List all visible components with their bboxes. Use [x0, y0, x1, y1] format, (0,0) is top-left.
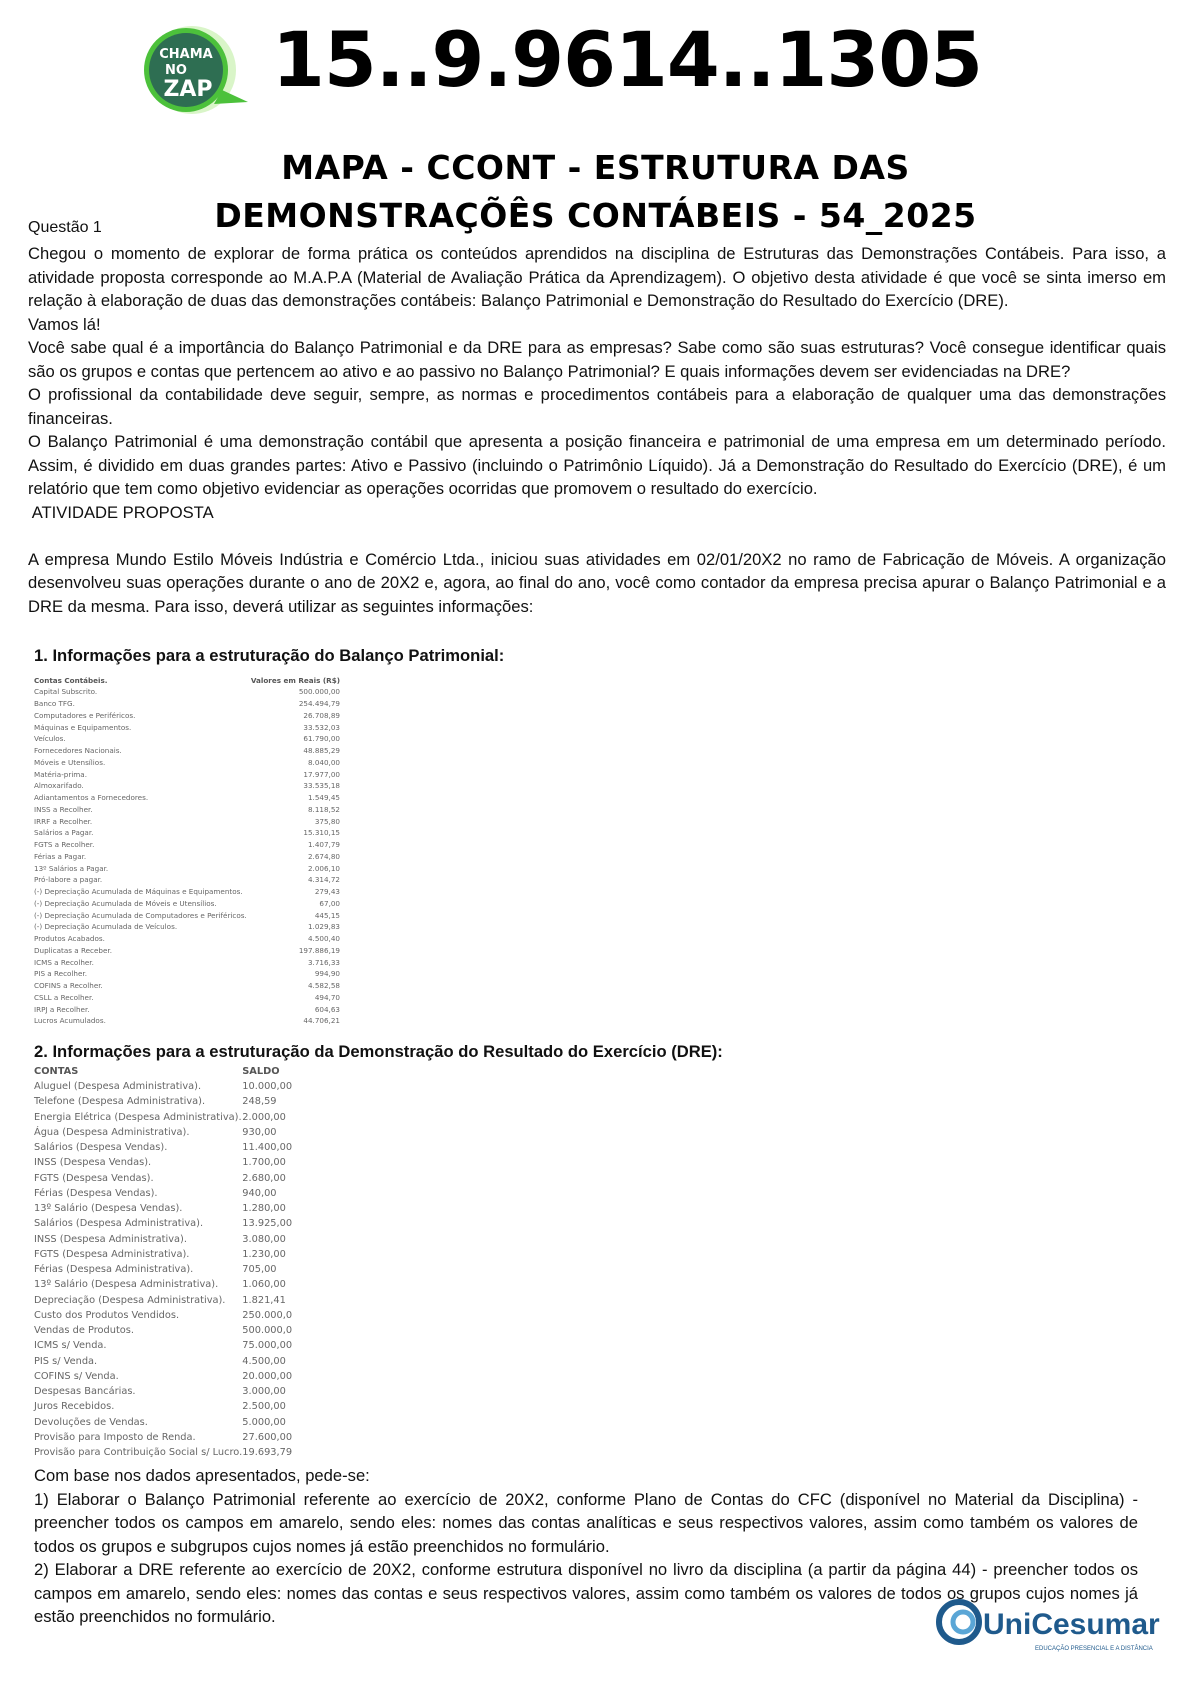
account-value: 2.500,00 [242, 1401, 286, 1413]
account-name: ICMS s/ Venda. [34, 1340, 107, 1352]
account-name: Despesas Bancárias. [34, 1386, 136, 1398]
account-name: (-) Depreciação Acumulada de Veículos. [34, 922, 178, 932]
account-name: Salários (Despesa Vendas). [34, 1142, 168, 1154]
account-value: 604,63 [314, 1004, 340, 1014]
account-value: 4.500,40 [307, 934, 340, 944]
unicesumar-logo [935, 1598, 1165, 1654]
account-name: 13º Salário (Despesa Administrativa). [34, 1279, 219, 1291]
intro-paragraph: Você sabe qual é a importância do Balanço Patrimonial e da DRE para as empresas? Sabe como são suas estruturas? Você consegue identificar quais são os grupos e contas que pertencem ao ativo e ao passivo no Balanço Patrimonial? E quais informações devem ser evidenciadas na DRE? [28, 338, 1166, 381]
document-title-line2: DEMONSTRAÇÕÊS CONTÁBEIS - 54_2025 [214, 196, 977, 235]
account-value: 10.000,00 [242, 1081, 293, 1093]
account-value: 279,43 [314, 887, 340, 897]
account-name: 13º Salário (Despesa Vendas). [34, 1203, 183, 1215]
table-row [34, 1186, 292, 1201]
account-value: 5.000,00 [242, 1416, 286, 1428]
account-value: 4.314,72 [307, 875, 340, 885]
account-value: 250.000,0 [242, 1309, 293, 1321]
table-row [34, 1140, 292, 1155]
phone-number: 15..9.9614..1305 [272, 15, 983, 104]
table-row [34, 1125, 292, 1140]
table-row [34, 1171, 292, 1186]
account-name: Provisão para Imposto de Renda. [34, 1431, 196, 1443]
table-header-row [34, 674, 340, 686]
balance-sheet-accounts-table [34, 674, 340, 1027]
account-name: IRRF a Recolher. [34, 816, 93, 826]
account-name: Férias (Despesa Administrativa). [34, 1264, 194, 1276]
table-row [34, 1094, 292, 1109]
column-header-account: CONTAS [34, 1066, 79, 1077]
table-row [34, 780, 340, 792]
document-title-line1: MAPA - CCONT - ESTRUTURA DAS [281, 148, 910, 187]
account-value: 705,00 [242, 1264, 277, 1276]
dre-accounts-table [34, 1064, 292, 1460]
account-name: Pró-labore a pagar. [34, 875, 103, 885]
account-value: 500.000,00 [298, 687, 340, 697]
account-value: 1.700,00 [242, 1157, 286, 1169]
account-name: Aluguel (Despesa Administrativa). [34, 1081, 202, 1093]
table-row [34, 1277, 292, 1292]
table-row [34, 721, 340, 733]
table-row [34, 1015, 340, 1027]
account-value: 1.821,41 [242, 1294, 286, 1306]
svg-text:NO: NO [165, 63, 187, 78]
account-name: (-) Depreciação Acumulada de Computadores e Periféricos. [34, 910, 247, 920]
instruction-item: 1) Elaborar o Balanço Patrimonial referente ao exercício de 20X2, conforme Plano de Contas do CFC (disponível no Material da Disciplina) - preencher todos os campos em amarelo, sendo eles: nomes das contas analíticas e seus respectivos valores, assim como também os valores de todos os grupos e subgrupos cujos nomes já estão preenchidos no formulário. [34, 1489, 1138, 1556]
table-row [34, 757, 340, 769]
account-name: INSS a Recolher. [34, 804, 93, 814]
table-row [34, 733, 340, 745]
account-value: 27.600,00 [242, 1431, 293, 1443]
account-name: (-) Depreciação Acumulada de Móveis e Utensílios. [34, 898, 217, 908]
table-row [34, 745, 340, 757]
account-name: Energia Elétrica (Despesa Administrativa). [34, 1111, 242, 1123]
activity-text: A empresa Mundo Estilo Móveis Indústria e Comércio Ltda., iniciou suas atividades em 02/01/20X2 no ramo de Fabricação de Móveis. A organização desenvolveu suas operações durante o ano de 20X2 e, agora, ao final do ano, você como contador da empresa precisa apurar o Balanço Patrimonial e a DRE da mesma. Para isso, deverá utilizar as seguintes informações: [28, 549, 1166, 616]
account-value: 4.500,00 [242, 1355, 286, 1367]
table-row [34, 945, 340, 957]
table-row [34, 956, 340, 968]
account-value: 375,80 [314, 816, 340, 826]
instruction-item: 2) Elaborar a DRE referente ao exercício de 20X2, conforme estrutura disponível no livro da disciplina (a partir da página 44) - preencher todos os campos em amarelo, sendo eles: nomes das contas e seus respectivos valores, assim como também os valores de todos os grupos cujos nomes já estão preenchidos no formulário. [34, 1560, 1138, 1626]
account-value: 15.310,15 [303, 828, 340, 838]
table-row [34, 827, 340, 839]
account-value: 254.494,79 [298, 699, 340, 709]
account-value: 940,00 [242, 1187, 277, 1199]
account-name: Máquinas e Equipamentos. [34, 722, 132, 732]
account-name: COFINS a Recolher. [34, 981, 103, 991]
account-value: 2.674,80 [307, 851, 340, 861]
table-row [34, 1369, 292, 1384]
account-value: 61.790,00 [303, 734, 340, 744]
table-row [34, 1003, 340, 1015]
table-row [34, 1384, 292, 1399]
table-row [34, 909, 340, 921]
account-value: 4.582,58 [307, 981, 340, 991]
account-name: Veículos. [34, 734, 66, 744]
account-value: 44.706,21 [303, 1016, 340, 1026]
account-value: 17.977,00 [303, 769, 340, 779]
table-row [34, 1110, 292, 1125]
column-header-value: SALDO [242, 1066, 280, 1077]
table-row [34, 1155, 292, 1170]
account-value: 1.549,45 [307, 793, 340, 803]
question-label: Questão 1 [28, 219, 102, 236]
account-value: 11.400,00 [242, 1142, 293, 1154]
account-value: 2.680,00 [242, 1172, 286, 1184]
column-header-value: Valores em Reais (R$) [250, 675, 340, 685]
account-value: 1.029,83 [307, 922, 340, 932]
section1-heading: 1. Informações para a estruturação do Balanço Patrimonial: [34, 646, 505, 665]
account-value: 248,59 [242, 1096, 277, 1108]
account-name: Lucros Acumulados. [34, 1016, 106, 1026]
table-row [34, 1079, 292, 1094]
account-value: 930,00 [242, 1126, 277, 1138]
intro-paragraph: O profissional da contabilidade deve seguir, sempre, as normas e procedimentos contábeis para a elaboração de qualquer uma das demonstrações financeiras. [28, 385, 1166, 428]
table-row [34, 1323, 292, 1338]
account-name: Capital Subscrito. [34, 687, 98, 697]
account-name: IRPJ a Recolher. [34, 1004, 90, 1014]
table-row [34, 792, 340, 804]
svg-text:CHAMA: CHAMA [159, 47, 213, 62]
account-name: Água (Despesa Administrativa). [34, 1126, 190, 1138]
account-value: 3.080,00 [242, 1233, 286, 1245]
account-value: 2.006,10 [307, 863, 340, 873]
table-row [34, 768, 340, 780]
account-value: 994,90 [314, 969, 340, 979]
account-name: Custo dos Produtos Vendidos. [34, 1309, 180, 1321]
column-header-account: Contas Contábeis. [34, 675, 108, 685]
activity-label: ATIVIDADE PROPOSTA [28, 502, 214, 522]
svg-text:EDUCAÇÃO PRESENCIAL E A DISTÂN: EDUCAÇÃO PRESENCIAL E A DISTÂNCIA [1035, 1646, 1153, 1652]
account-name: FGTS a Recolher. [34, 840, 95, 850]
table-row [34, 1354, 292, 1369]
svg-text:ZAP: ZAP [163, 77, 213, 102]
intro-paragraph: Vamos lá! [28, 314, 101, 334]
table-row [34, 839, 340, 851]
table-row [34, 1201, 292, 1216]
table-header-row [34, 1064, 292, 1079]
account-name: COFINS s/ Venda. [34, 1370, 119, 1382]
account-name: Férias (Despesa Vendas). [34, 1187, 158, 1199]
account-name: Salários a Pagar. [34, 828, 94, 838]
table-row [34, 921, 340, 933]
account-value: 75.000,00 [242, 1340, 293, 1352]
table-row [34, 886, 340, 898]
account-value: 2.000,00 [242, 1111, 286, 1123]
table-row [34, 698, 340, 710]
account-name: INSS (Despesa Vendas). [34, 1157, 152, 1169]
account-name: Fornecedores Nacionais. [34, 746, 122, 756]
table-row [34, 862, 340, 874]
account-value: 19.693,79 [242, 1447, 293, 1459]
table-row [34, 1293, 292, 1308]
table-row [34, 851, 340, 863]
account-name: FGTS (Despesa Administrativa). [34, 1248, 190, 1260]
table-row [34, 933, 340, 945]
account-name: Salários (Despesa Administrativa). [34, 1218, 204, 1230]
account-value: 500.000,0 [242, 1325, 293, 1337]
intro-paragraph: Chegou o momento de explorar de forma prática os conteúdos aprendidos na disciplina de Estruturas das Demonstrações Contábeis. Para isso, a atividade proposta corresponde ao M.A.P.A (Material de Avaliação Prática da Aprendizagem). O objetivo desta atividade é que você se sinta imerso em relação à elaboração de duas das demonstrações contábeis: Balanço Patrimonial e Demonstração do Resultado do Exercício (DRE). [28, 244, 1166, 310]
account-name: Juros Recebidos. [34, 1401, 115, 1413]
table-row [34, 1338, 292, 1353]
table-row [34, 804, 340, 816]
account-value: 1.280,00 [242, 1203, 286, 1215]
account-name: (-) Depreciação Acumulada de Máquinas e Equipamentos. [34, 887, 243, 897]
account-name: PIS a Recolher. [34, 969, 87, 979]
table-row [34, 1262, 292, 1277]
account-name: CSLL a Recolher. [34, 992, 94, 1002]
account-name: Depreciação (Despesa Administrativa). [34, 1294, 226, 1306]
account-name: Telefone (Despesa Administrativa). [34, 1096, 206, 1108]
account-value: 33.532,03 [303, 722, 340, 732]
account-name: Provisão para Contribuição Social s/ Lucro. [34, 1447, 243, 1459]
account-value: 3.000,00 [242, 1386, 286, 1398]
table-row [34, 874, 340, 886]
table-row [34, 710, 340, 722]
account-name: INSS (Despesa Administrativa). [34, 1233, 187, 1245]
table-row [34, 980, 340, 992]
account-value: 67,00 [319, 898, 340, 908]
table-row [34, 686, 340, 698]
account-value: 1.060,00 [242, 1279, 286, 1291]
table-row [34, 815, 340, 827]
account-name: Matéria-prima. [34, 769, 88, 779]
table-row [34, 1399, 292, 1414]
intro-paragraph: O Balanço Patrimonial é uma demonstração contábil que apresenta a posição financeira e patrimonial de uma empresa em um determinado período. Assim, é dividido em duas grandes partes: Ativo e Passivo (incluindo o Patrimônio Líquido). Já a Demonstração do Resultado do Exercício (DRE), é um relatório que tem como objetivo evidenciar as operações ocorridas que promovem o resultado do exercício. [28, 432, 1166, 498]
account-name: Devoluções de Vendas. [34, 1416, 148, 1428]
account-name: 13º Salários a Pagar. [34, 863, 109, 873]
account-value: 1.407,79 [307, 840, 340, 850]
account-value: 20.000,00 [242, 1370, 293, 1382]
account-value: 1.230,00 [242, 1248, 286, 1260]
account-name: Duplicatas a Receber. [34, 945, 112, 955]
account-value: 494,70 [314, 992, 340, 1002]
account-name: Móveis e Utensílios. [34, 757, 106, 767]
chama-no-zap-logo [130, 22, 250, 117]
instructions-intro: Com base nos dados apresentados, pede-se: [34, 1466, 370, 1485]
table-row [34, 1430, 292, 1445]
table-row [34, 1232, 292, 1247]
intro-text [28, 242, 1166, 618]
account-name: Produtos Acabados. [34, 934, 105, 944]
table-row [34, 968, 340, 980]
table-row [34, 992, 340, 1004]
section2-heading: 2. Informações para a estruturação da Demonstração do Resultado do Exercício (DRE): [34, 1042, 723, 1061]
account-value: 13.925,00 [242, 1218, 293, 1230]
table-row [34, 1216, 292, 1231]
account-name: Adiantamentos a Fornecedores. [34, 793, 149, 803]
account-name: FGTS (Despesa Vendas). [34, 1172, 154, 1184]
account-value: 26.708,89 [303, 710, 340, 720]
table-row [34, 898, 340, 910]
table-row [34, 1445, 292, 1460]
account-value: 33.535,18 [303, 781, 340, 791]
table-row [34, 1247, 292, 1262]
account-value: 445,15 [314, 910, 340, 920]
table-row [34, 1415, 292, 1430]
account-value: 8.040,00 [307, 757, 340, 767]
svg-text:UniCesumar: UniCesumar [983, 1608, 1160, 1641]
account-name: Banco TFG. [34, 699, 75, 709]
account-name: Férias a Pagar. [34, 851, 87, 861]
account-value: 197.886,19 [298, 945, 340, 955]
account-value: 8.118,52 [307, 804, 340, 814]
account-value: 3.716,33 [307, 957, 340, 967]
account-name: ICMS a Recolher. [34, 957, 94, 967]
account-name: Vendas de Produtos. [34, 1325, 135, 1337]
account-name: Computadores e Periféricos. [34, 710, 136, 720]
account-value: 48.885,29 [303, 746, 340, 756]
account-name: Almoxarifado. [34, 781, 84, 791]
table-row [34, 1308, 292, 1323]
account-name: PIS s/ Venda. [34, 1355, 98, 1367]
